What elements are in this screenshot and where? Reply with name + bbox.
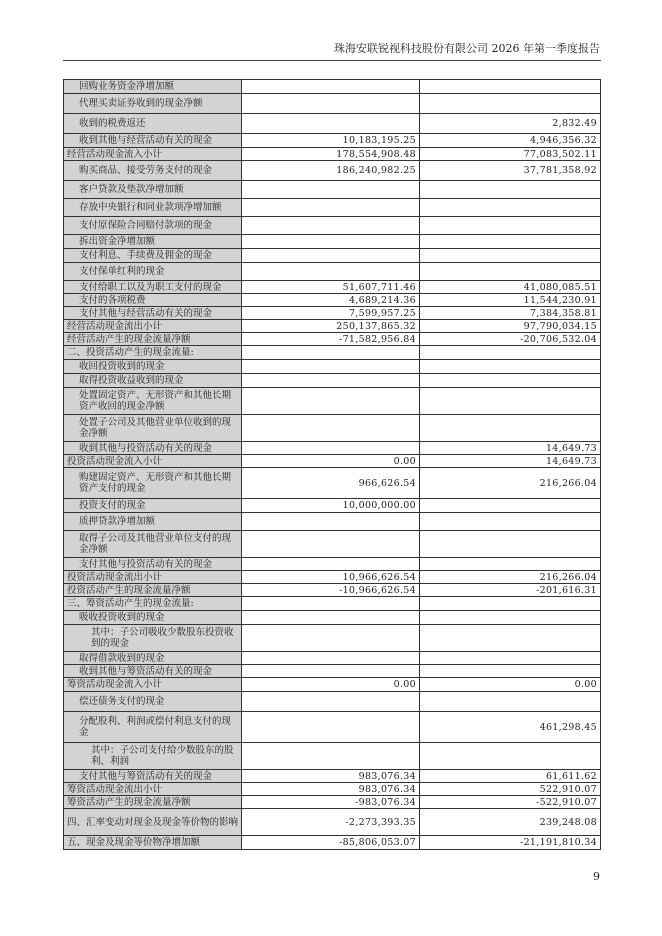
- table-row: [64, 94, 601, 114]
- prior-period-value: [420, 235, 601, 249]
- prior-period-value: [420, 558, 601, 571]
- row-label: 分配股利、利润或偿付利息支付的现金: [64, 712, 242, 743]
- current-period-value: [242, 665, 420, 678]
- row-label: 吸收投资收到的现金: [64, 611, 242, 625]
- row-label: 经营活动产生的现金流量净额: [64, 333, 242, 346]
- current-period-value: [242, 558, 420, 571]
- prior-period-value: -201,616.31: [420, 584, 601, 597]
- prior-period-value: [420, 199, 601, 217]
- table-row: [64, 468, 601, 499]
- table-row: [64, 320, 601, 333]
- row-label: 支付其他与筹资活动有关的现金: [64, 770, 242, 783]
- current-period-value: [242, 94, 420, 114]
- row-label: 存放中央银行和同业款项净增加额: [64, 199, 242, 217]
- header-divider: [63, 60, 601, 61]
- prior-period-value: [420, 80, 601, 94]
- table-row: [64, 374, 601, 388]
- current-period-value: [242, 611, 420, 625]
- current-period-value: -2,273,393.35: [242, 809, 420, 836]
- table-row: [64, 181, 601, 199]
- current-period-value: [242, 360, 420, 374]
- row-label: 取得子公司及其他营业单位支付的现金净额: [64, 531, 242, 558]
- current-period-value: -85,806,053.07: [242, 836, 420, 850]
- page-number: 9: [593, 870, 600, 883]
- prior-period-value: 11,544,230.91: [420, 294, 601, 307]
- row-label: 质押贷款净增加额: [64, 513, 242, 531]
- prior-period-value: [420, 499, 601, 513]
- table-row: [64, 584, 601, 597]
- report-header: 珠海安联锐视科技股份有限公司 2026 年第一季度报告: [334, 42, 600, 55]
- prior-period-value: 97,790,034.15: [420, 320, 601, 333]
- current-period-value: [242, 743, 420, 770]
- row-label: 支付其他与经营活动有关的现金: [64, 307, 242, 320]
- prior-period-value: [420, 743, 601, 770]
- row-label: 收到其他与投资活动有关的现金: [64, 442, 242, 455]
- current-period-value: 10,000,000.00: [242, 499, 420, 513]
- current-period-value: [242, 249, 420, 263]
- row-label: 购买商品、接受劳务支付的现金: [64, 161, 242, 181]
- current-period-value: 4,689,214.36: [242, 294, 420, 307]
- table-row: [64, 346, 601, 360]
- cash-flow-table-body: [64, 80, 601, 850]
- row-label: 支付给职工以及为职工支付的现金: [64, 281, 242, 294]
- current-period-value: [242, 346, 420, 360]
- table-row: [64, 499, 601, 513]
- table-row: [64, 333, 601, 346]
- table-row: [64, 455, 601, 468]
- table-row: [64, 712, 601, 743]
- prior-period-value: -522,910.07: [420, 796, 601, 809]
- prior-period-value: [420, 692, 601, 712]
- current-period-value: [242, 114, 420, 134]
- prior-period-value: [420, 217, 601, 235]
- row-label: 客户贷款及垫款净增加额: [64, 181, 242, 199]
- prior-period-value: [420, 94, 601, 114]
- table-row: [64, 558, 601, 571]
- prior-period-value: [420, 611, 601, 625]
- table-row: [64, 571, 601, 584]
- table-row: [64, 531, 601, 558]
- current-period-value: -10,966,626.54: [242, 584, 420, 597]
- row-label: 支付其他与投资活动有关的现金: [64, 558, 242, 571]
- current-period-value: 10,966,626.54: [242, 571, 420, 584]
- table-row: [64, 388, 601, 415]
- prior-period-value: 216,266.04: [420, 468, 601, 499]
- row-label: 处置固定资产、无形资产和其他长期资产收回的现金净额: [64, 388, 242, 415]
- table-row: [64, 513, 601, 531]
- row-label: 处置子公司及其他营业单位收到的现金净额: [64, 415, 242, 442]
- row-label: 二、投资活动产生的现金流量:: [64, 346, 242, 360]
- prior-period-value: [420, 597, 601, 611]
- table-row: [64, 80, 601, 94]
- row-label: 支付利息、手续费及佣金的现金: [64, 249, 242, 263]
- table-row: [64, 235, 601, 249]
- prior-period-value: [420, 346, 601, 360]
- table-row: [64, 199, 601, 217]
- current-period-value: [242, 80, 420, 94]
- prior-period-value: 0.00: [420, 678, 601, 692]
- row-label: 收到其他与经营活动有关的现金: [64, 134, 242, 148]
- current-period-value: -71,582,956.84: [242, 333, 420, 346]
- row-label: 投资活动产生的现金流量净额: [64, 584, 242, 597]
- table-row: [64, 783, 601, 796]
- prior-period-value: 14,649.73: [420, 442, 601, 455]
- table-row: [64, 360, 601, 374]
- current-period-value: 983,076.34: [242, 783, 420, 796]
- current-period-value: 186,240,982.25: [242, 161, 420, 181]
- current-period-value: [242, 513, 420, 531]
- prior-period-value: 2,832.49: [420, 114, 601, 134]
- row-label: 购建固定资产、无形资产和其他长期资产支付的现金: [64, 468, 242, 499]
- current-period-value: 0.00: [242, 678, 420, 692]
- current-period-value: [242, 625, 420, 652]
- row-label: 投资活动现金流入小计: [64, 455, 242, 468]
- table-row: [64, 263, 601, 281]
- prior-period-value: [420, 249, 601, 263]
- table-row: [64, 796, 601, 809]
- row-label: 四、汇率变动对现金及现金等价物的影响: [64, 809, 242, 836]
- current-period-value: 178,554,908.48: [242, 148, 420, 161]
- row-label: 筹资活动现金流出小计: [64, 783, 242, 796]
- current-period-value: [242, 374, 420, 388]
- prior-period-value: [420, 181, 601, 199]
- row-label: 投资支付的现金: [64, 499, 242, 513]
- table-row: [64, 442, 601, 455]
- row-label: 支付保单红利的现金: [64, 263, 242, 281]
- table-row: [64, 307, 601, 320]
- prior-period-value: 4,946,356.32: [420, 134, 601, 148]
- row-label: 回购业务资金净增加额: [64, 80, 242, 94]
- current-period-value: [242, 415, 420, 442]
- row-label: 投资活动现金流出小计: [64, 571, 242, 584]
- prior-period-value: 37,781,358.92: [420, 161, 601, 181]
- row-label: 其中：子公司支付给少数股东的股利、利润: [64, 743, 242, 770]
- prior-period-value: 14,649.73: [420, 455, 601, 468]
- table-row: [64, 692, 601, 712]
- table-row: [64, 161, 601, 181]
- prior-period-value: 7,384,358.81: [420, 307, 601, 320]
- current-period-value: [242, 199, 420, 217]
- prior-period-value: 522,910.07: [420, 783, 601, 796]
- prior-period-value: 216,266.04: [420, 571, 601, 584]
- table-row: [64, 148, 601, 161]
- prior-period-value: 41,080,085.51: [420, 281, 601, 294]
- current-period-value: [242, 388, 420, 415]
- table-row: [64, 281, 601, 294]
- current-period-value: [242, 181, 420, 199]
- row-label: 支付原保险合同赔付款项的现金: [64, 217, 242, 235]
- current-period-value: [242, 597, 420, 611]
- row-label: 其中：子公司吸收少数股东投资收到的现金: [64, 625, 242, 652]
- row-label: 经营活动现金流出小计: [64, 320, 242, 333]
- prior-period-value: [420, 652, 601, 665]
- table-row: [64, 415, 601, 442]
- table-row: [64, 743, 601, 770]
- table-row: [64, 770, 601, 783]
- current-period-value: [242, 442, 420, 455]
- table-row: [64, 134, 601, 148]
- row-label: 支付的各项税费: [64, 294, 242, 307]
- current-period-value: 983,076.34: [242, 770, 420, 783]
- prior-period-value: [420, 531, 601, 558]
- prior-period-value: 239,248.08: [420, 809, 601, 836]
- table-row: [64, 294, 601, 307]
- prior-period-value: 77,083,502.11: [420, 148, 601, 161]
- prior-period-value: [420, 415, 601, 442]
- current-period-value: [242, 712, 420, 743]
- row-label: 收到的税费返还: [64, 114, 242, 134]
- table-row: [64, 652, 601, 665]
- row-label: 取得借款收到的现金: [64, 652, 242, 665]
- prior-period-value: -21,191,810.34: [420, 836, 601, 850]
- prior-period-value: [420, 625, 601, 652]
- current-period-value: 0.00: [242, 455, 420, 468]
- prior-period-value: 461,298.45: [420, 712, 601, 743]
- current-period-value: [242, 263, 420, 281]
- row-label: 代理买卖证券收到的现金净额: [64, 94, 242, 114]
- table-row: [64, 611, 601, 625]
- current-period-value: 7,599,957.25: [242, 307, 420, 320]
- current-period-value: [242, 217, 420, 235]
- current-period-value: 966,626.54: [242, 468, 420, 499]
- table-row: [64, 114, 601, 134]
- row-label: 偿还债务支付的现金: [64, 692, 242, 712]
- table-row: [64, 217, 601, 235]
- row-label: 取得投资收益收到的现金: [64, 374, 242, 388]
- prior-period-value: [420, 513, 601, 531]
- prior-period-value: -20,706,532.04: [420, 333, 601, 346]
- row-label: 收到其他与筹资活动有关的现金: [64, 665, 242, 678]
- table-row: [64, 836, 601, 850]
- prior-period-value: [420, 388, 601, 415]
- prior-period-value: [420, 665, 601, 678]
- table-row: [64, 809, 601, 836]
- table-row: [64, 678, 601, 692]
- current-period-value: [242, 692, 420, 712]
- table-row: [64, 249, 601, 263]
- prior-period-value: [420, 263, 601, 281]
- row-label: 收回投资收到的现金: [64, 360, 242, 374]
- table-row: [64, 625, 601, 652]
- prior-period-value: 61,611.62: [420, 770, 601, 783]
- row-label: 三、筹资活动产生的现金流量:: [64, 597, 242, 611]
- current-period-value: -983,076.34: [242, 796, 420, 809]
- current-period-value: 10,183,195.25: [242, 134, 420, 148]
- prior-period-value: [420, 374, 601, 388]
- current-period-value: [242, 652, 420, 665]
- cash-flow-table: [63, 79, 601, 850]
- current-period-value: 51,607,711.46: [242, 281, 420, 294]
- current-period-value: [242, 531, 420, 558]
- table-row: [64, 665, 601, 678]
- current-period-value: 250,137,865.32: [242, 320, 420, 333]
- row-label: 拆出资金净增加额: [64, 235, 242, 249]
- row-label: 筹资活动现金流入小计: [64, 678, 242, 692]
- table-row: [64, 597, 601, 611]
- row-label: 五、现金及现金等价物净增加额: [64, 836, 242, 850]
- row-label: 经营活动现金流入小计: [64, 148, 242, 161]
- prior-period-value: [420, 360, 601, 374]
- row-label: 筹资活动产生的现金流量净额: [64, 796, 242, 809]
- current-period-value: [242, 235, 420, 249]
